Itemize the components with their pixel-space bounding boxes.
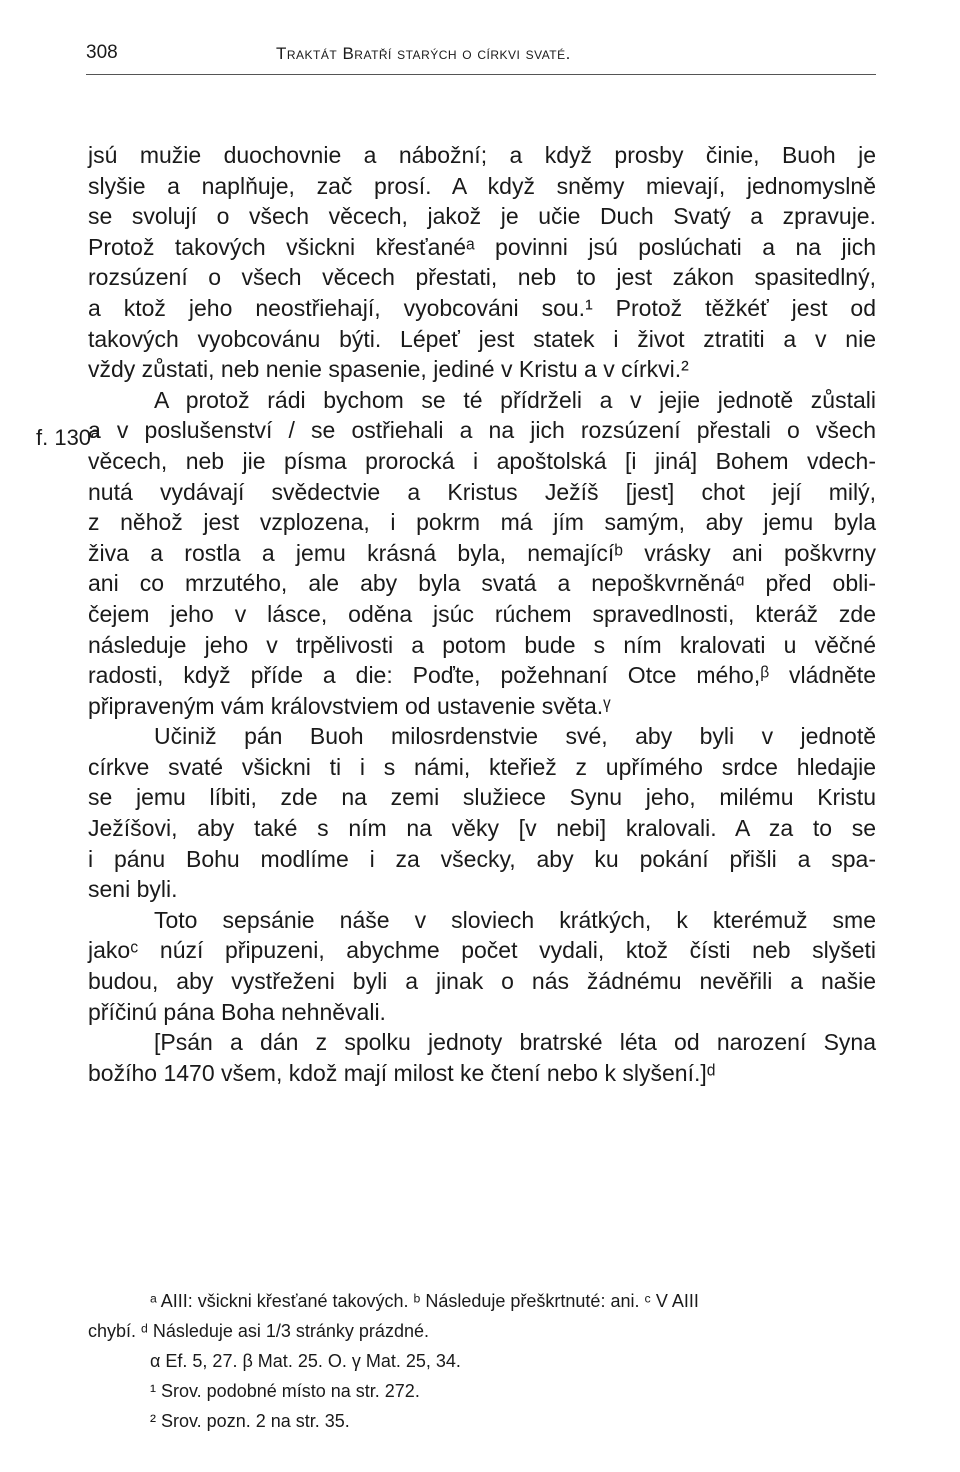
text-line: seni byli. [88, 876, 178, 903]
text-line: se jemu líbiti, zde na zemi služiece Synu jeho, milému Kristu [88, 784, 876, 811]
footnote-line: ᵃ AIII: všickni křesťané takových. ᵇ Následuje přeškrtnuté: ani. ᶜ V AIII [150, 1291, 699, 1311]
text-line: Ježíšovi, aby také s ním na věky [v nebi] kralovali. A za to se [88, 815, 876, 842]
main-text [88, 140, 876, 1088]
text-line: připraveným vám královstviem od ustavenie světa.ᵞ [88, 692, 611, 719]
text-line: čejem jeho v lásce, oděna jsúc rúchem spravedlnosti, kteráž zde [88, 600, 876, 627]
text-line: z něhož jest vzplozena, i pokrm má jím samým, aby jemu byla [88, 509, 876, 536]
text-line: věcech, neb jie písma prorocká i apoštolská [i jiná] Bohem vdech- [88, 447, 876, 474]
text-line: slyšie a naplňuje, zač prosí. A když sněmy mievají, jednomyslně [88, 172, 876, 199]
footnotes [88, 1286, 876, 1436]
text-line: Toto sepsánie náše v sloviech krátkých, k kterémuž sme [154, 906, 876, 933]
text-line: budou, aby vystřeženi byli a jinak o nás žádnému nevěřili a našie [88, 968, 876, 995]
text-line: radosti, když příde a die: Poďte, požehnaní Otce mého,ᵝ vládněte [88, 662, 876, 689]
text-line: [Psán a dán z spolku jednoty bratrské léta od narození Syna [154, 1029, 876, 1056]
running-title: Traktát Bratří starých o církvi svaté. [276, 44, 571, 63]
text-line: církve svaté všickni ti i s námi, kteřiež z upřímého srdce hledajie [88, 753, 876, 780]
header-rule [86, 74, 876, 75]
margin-folio-note: f. 130ª [36, 425, 100, 450]
text-line: nutá vydávají svědectvie a Kristus Ježíš [jest] chot její milý, [88, 478, 876, 505]
text-line: a ktož jeho neostřiehají, vyobcováni sou.¹ Protož těžkéť jest od [88, 294, 876, 321]
text-line: jsú mužie duochovnie a nábožní; a když prosby činie, Buoh je [88, 142, 876, 168]
text-line: A protož rádi bychom se té přídrželi a v jejie jednotě zůstali [154, 386, 876, 413]
text-line: vždy zůstati, neb nenie spasenie, jediné v Kristu a v církvi.² [88, 356, 689, 383]
text-line: božího 1470 všem, kdož mají milost ke čtení nebo k slyšení.]ᵈ [88, 1059, 716, 1086]
text-line: následuje jeho v trpělivosti a potom bude s ním kralovati u věčné [88, 631, 876, 658]
text-line: rozsúzení o všech věcech přestati, neb to jest zákon spasitedlný, [88, 264, 876, 291]
text-line: živa a rostla a jemu krásná byla, nemajícíᵇ vrásky ani poškvrny [88, 539, 876, 566]
text-line: a v poslušenství / se ostřiehali a na jich rozsúzení přestali o všech [88, 417, 876, 444]
text-line: příčinú pána Boha nehněvali. [88, 998, 386, 1025]
page-number: 308 [86, 42, 118, 63]
text-line: ani co mrzutého, ale aby byla svatá a nepoškvrněnáᵅ před obli- [88, 570, 876, 597]
footnote-line: α Ef. 5, 27. β Mat. 25. O. γ Mat. 25, 34. [150, 1351, 461, 1371]
text-line: takových vyobcovánu býti. Lépeť jest statek i život ztratiti a v nie [88, 325, 876, 352]
footnote-line: chybí. ᵈ Následuje asi 1/3 stránky prázdné. [88, 1321, 429, 1341]
text-line: Protož takových všickni křesťanéᵃ povinni jsú poslúchati a na jich [88, 233, 876, 260]
text-line: se svolují o všech věcech, jakož je učie Duch Svatý a zpravuje. [88, 203, 876, 230]
footnote-line: ¹ Srov. podobné místo na str. 272. [150, 1381, 420, 1401]
text-line: jakoᶜ núzí připuzeni, abychme počet vydali, ktož čísti neb slyšeti [88, 937, 876, 964]
page-header [86, 38, 876, 78]
footnote-line: ² Srov. pozn. 2 na str. 35. [150, 1411, 350, 1431]
text-line: Učiniž pán Buoh milosrdenstvie své, aby byli v jednotě [154, 723, 876, 750]
text-line: i pánu Bohu modlíme i za všecky, aby ku pokání přišli a spa- [88, 845, 876, 872]
